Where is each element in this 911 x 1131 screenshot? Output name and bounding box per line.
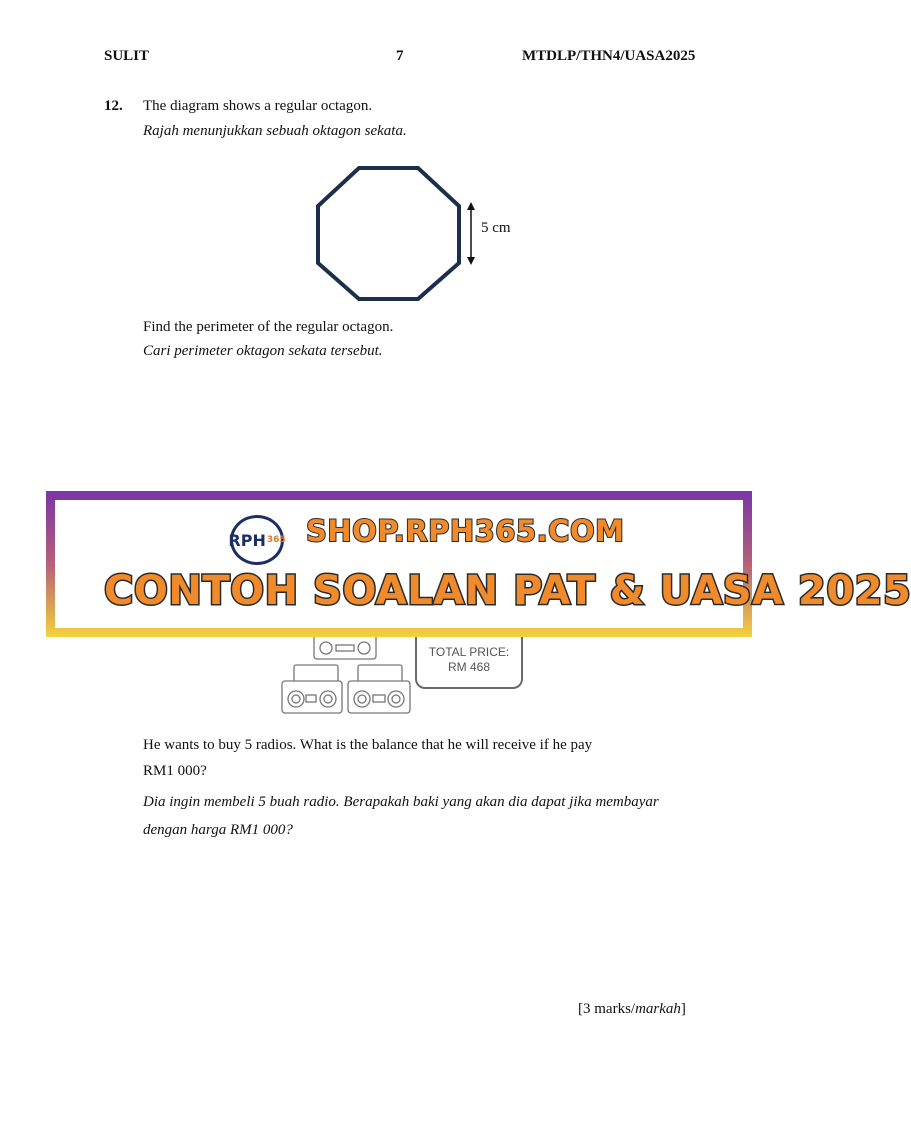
q12-intro-ms: Rajah menunjukkan sebuah oktagon sekata. (143, 123, 407, 139)
marks-close: ] (680, 1001, 686, 1017)
q12-intro-en: The diagram shows a regular octagon. (143, 98, 373, 114)
logo-subtext: 365 (266, 535, 286, 545)
radios-illustration (276, 633, 416, 715)
logo-text: RPH (228, 530, 266, 550)
shop-url: SHOP.RPH365.COM (306, 514, 625, 548)
q12-task-en: Find the perimeter of the regular octagon. (143, 319, 394, 335)
radio-icon (282, 665, 342, 713)
promo-banner (46, 491, 752, 637)
total-price-label: TOTAL PRICE: (428, 645, 510, 659)
header-left: SULIT (104, 48, 150, 64)
radio-icon (348, 665, 410, 713)
q12-task-ms: Cari perimeter oktagon sekata tersebut. (143, 343, 383, 359)
total-price-value: RM 468 (447, 660, 491, 674)
marks-en: [3 marks/ (578, 1001, 636, 1017)
measurement-arrow (467, 202, 475, 265)
side-length-label: 5 cm (481, 220, 511, 236)
marks-allocation (578, 1001, 686, 1018)
header-code: MTDLP/THN4/UASA2025 (522, 48, 696, 64)
q13-text-ms-line2: dengan harga RM1 000? (143, 822, 293, 838)
rph365-logo (230, 515, 284, 565)
question-number: 12. (104, 98, 123, 114)
regular-octagon (318, 168, 459, 299)
total-price-box (415, 633, 523, 689)
marks-ms: markah (635, 1001, 681, 1017)
page-number: 7 (396, 48, 404, 64)
q13-text-en-line1: He wants to buy 5 radios. What is the balance that he will receive if he pay (143, 737, 593, 753)
q13-text-ms-line1: Dia ingin membeli 5 buah radio. Berapakah baki yang akan dia dapat jika membayar (143, 794, 659, 810)
banner-title: CONTOH SOALAN PAT & UASA 2025 (104, 568, 911, 614)
q13-text-en-line2: RM1 000? (143, 763, 207, 779)
